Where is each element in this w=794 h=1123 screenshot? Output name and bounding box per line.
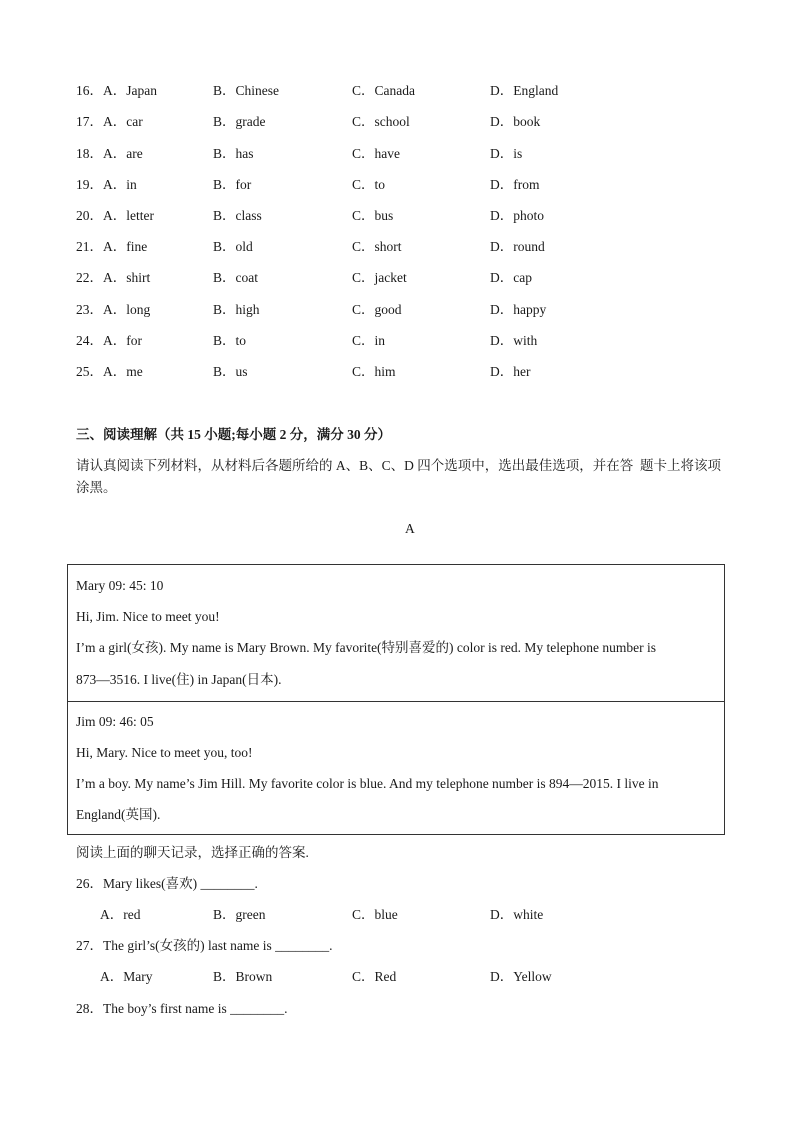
option-d: D．is bbox=[490, 146, 523, 161]
question-number: 21． bbox=[76, 239, 103, 254]
option-c: C．school bbox=[352, 114, 410, 129]
option-a: A．Japan bbox=[103, 83, 157, 98]
question-number: 23． bbox=[76, 302, 103, 317]
choice-row bbox=[76, 175, 716, 195]
option-c: C．to bbox=[352, 177, 386, 192]
option-d: D．Yellow bbox=[490, 969, 552, 984]
mary-message-line: Hi, Jim. Nice to meet you! bbox=[76, 609, 220, 624]
option-d: D．from bbox=[490, 177, 540, 192]
choice-row bbox=[76, 300, 716, 320]
chat-divider bbox=[68, 701, 724, 702]
option-b: B．us bbox=[213, 364, 248, 379]
option-a: A．fine bbox=[103, 239, 148, 254]
choice-row bbox=[76, 206, 716, 226]
mary-message-header: Mary 09: 45: 10 bbox=[76, 578, 164, 593]
option-c: C．Canada bbox=[352, 83, 415, 98]
chat-log-box bbox=[67, 564, 725, 835]
question-number: 24． bbox=[76, 333, 103, 348]
jim-message-line: I’m a boy. My name’s Jim Hill. My favorite color is blue. And my telephone number is 894—2015. I live in bbox=[76, 776, 659, 791]
option-b: B．to bbox=[213, 333, 247, 348]
section-title: 三、阅读理解（共 15 小题;每小题 2 分，满分 30 分） bbox=[76, 427, 391, 442]
question-number: 16． bbox=[76, 83, 103, 98]
option-d: D．photo bbox=[490, 208, 544, 223]
option-d: D．round bbox=[490, 239, 545, 254]
option-c: C．jacket bbox=[352, 270, 407, 285]
choice-row bbox=[76, 362, 716, 382]
option-d: D．happy bbox=[490, 302, 547, 317]
option-d: D．cap bbox=[490, 270, 532, 285]
question-number: 25． bbox=[76, 364, 103, 379]
option-b: B．has bbox=[213, 146, 254, 161]
section-instruction: 请认真阅读下列材料，从材料后各题所给的 A、B、C、D 四个选项中，选出最佳选项，并在答 题卡上将该项涂黑。 bbox=[76, 458, 722, 495]
option-a: A．are bbox=[103, 146, 143, 161]
mary-message-line: 873—3516. I live(住) in Japan(日本). bbox=[76, 672, 282, 687]
passage-label: A bbox=[405, 521, 415, 536]
question-number: 20． bbox=[76, 208, 103, 223]
option-d: D．her bbox=[490, 364, 531, 379]
option-c: C．blue bbox=[352, 907, 398, 922]
question-28-stem: 28．The boy’s first name is ________. bbox=[76, 1001, 288, 1016]
option-c: C．him bbox=[352, 364, 396, 379]
option-a: A．me bbox=[103, 364, 143, 379]
option-a: A．red bbox=[100, 907, 141, 922]
question-number: 22． bbox=[76, 270, 103, 285]
option-b: B．green bbox=[213, 907, 266, 922]
jim-message-line: England(英国). bbox=[76, 807, 161, 822]
option-d: D．white bbox=[490, 907, 544, 922]
jim-message-header: Jim 09: 46: 05 bbox=[76, 714, 154, 729]
question-26-stem: 26．Mary likes(喜欢) ________. bbox=[76, 876, 258, 891]
choice-row bbox=[76, 237, 716, 257]
chat-instruction: 阅读上面的聊天记录，选择正确的答案. bbox=[76, 845, 309, 860]
question-number: 19． bbox=[76, 177, 103, 192]
option-d: D．book bbox=[490, 114, 541, 129]
option-a: A．for bbox=[103, 333, 142, 348]
option-b: B．coat bbox=[213, 270, 258, 285]
choice-row bbox=[76, 81, 716, 101]
question-number: 17． bbox=[76, 114, 103, 129]
option-a: A．letter bbox=[103, 208, 154, 223]
choice-row bbox=[76, 268, 716, 288]
option-b: B．Brown bbox=[213, 969, 273, 984]
mary-message-line: I’m a girl(女孩). My name is Mary Brown. My favorite(特别喜爱的) color is red. My telephone number is bbox=[76, 640, 657, 655]
question-26-options bbox=[100, 905, 740, 925]
option-d: D．England bbox=[490, 83, 559, 98]
choice-row bbox=[76, 144, 716, 164]
option-b: B．class bbox=[213, 208, 262, 223]
option-c: C．in bbox=[352, 333, 386, 348]
question-27-stem: 27．The girl’s(女孩的) last name is ________. bbox=[76, 938, 333, 953]
option-a: A．car bbox=[103, 114, 143, 129]
option-c: C．short bbox=[352, 239, 402, 254]
option-c: C．Red bbox=[352, 969, 397, 984]
option-a: A．Mary bbox=[100, 969, 153, 984]
question-27-options bbox=[100, 967, 740, 987]
option-b: B．old bbox=[213, 239, 253, 254]
option-a: A．long bbox=[103, 302, 151, 317]
option-d: D．with bbox=[490, 333, 538, 348]
option-c: C．bus bbox=[352, 208, 394, 223]
option-b: B．Chinese bbox=[213, 83, 279, 98]
option-b: B．for bbox=[213, 177, 252, 192]
option-c: C．good bbox=[352, 302, 402, 317]
choice-row bbox=[76, 112, 716, 132]
jim-message-line: Hi, Mary. Nice to meet you, too! bbox=[76, 745, 253, 760]
choice-row bbox=[76, 331, 716, 351]
question-number: 18． bbox=[76, 146, 103, 161]
option-c: C．have bbox=[352, 146, 400, 161]
option-b: B．high bbox=[213, 302, 260, 317]
option-a: A．in bbox=[103, 177, 137, 192]
option-a: A．shirt bbox=[103, 270, 151, 285]
option-b: B．grade bbox=[213, 114, 266, 129]
